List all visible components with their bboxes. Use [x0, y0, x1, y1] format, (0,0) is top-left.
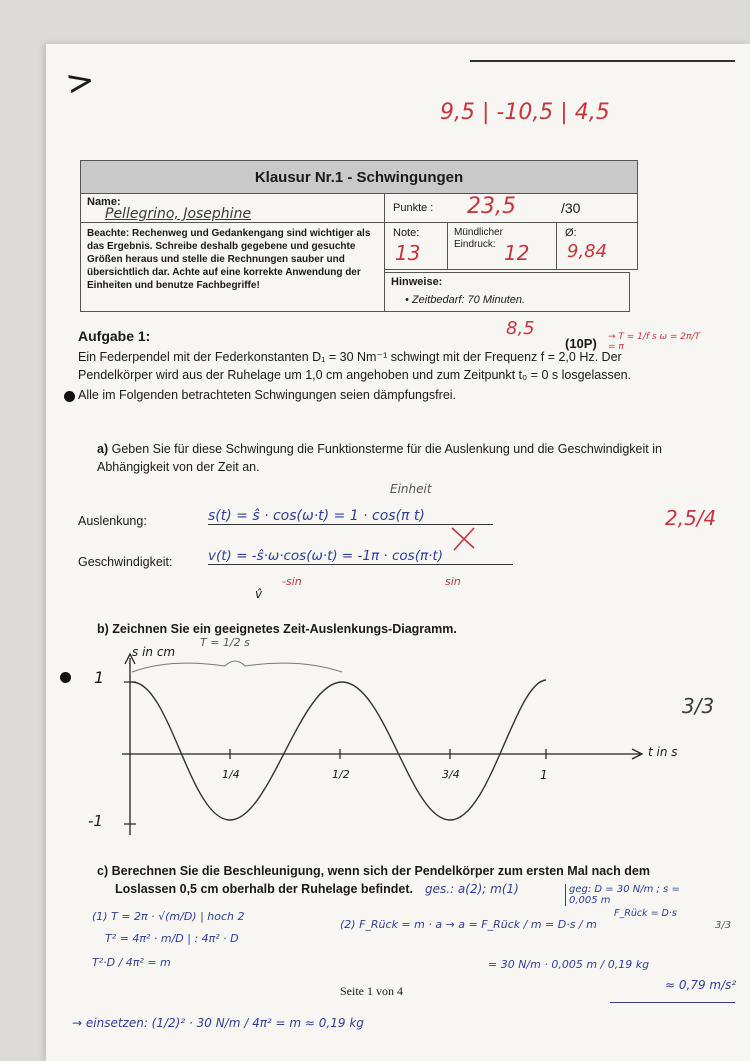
x-tick-4: 1 [540, 768, 548, 782]
note-label: Note: [393, 227, 420, 239]
task1-line1: Ein Federpendel mit der Federkonstanten D₁ = 30 Nm⁻¹ schwingt mit der Frequenz f = 2,0 Hz. Der [78, 350, 622, 364]
avg-value: 9,84 [567, 241, 608, 262]
points-box [384, 193, 638, 223]
note-value: 13 [395, 241, 421, 265]
part-c-line2: Loslassen 0,5 cm oberhalb der Ruhelage befindet. [115, 882, 413, 896]
auslenkung-value: s(t) = ŝ · cos(ω·t) = 1 · cos(π t) [208, 508, 493, 525]
part-a-text [97, 440, 697, 476]
hints-label: Hinweise: [391, 276, 443, 288]
avg-label: Ø: [565, 227, 577, 239]
part-a-label: a) [97, 442, 109, 456]
step2-line1: (2) F_Rück = m · a → a = F_Rück / m = D·s / m [340, 918, 597, 931]
y-tick-top: 1 [94, 668, 105, 687]
hint-time: • Zeitbedarf: 70 Minuten. [405, 294, 526, 306]
bullet-dot-1 [64, 391, 75, 402]
x-tick-3: 3/4 [442, 768, 460, 781]
part-b-score: 3/3 [682, 694, 715, 718]
corner-mark: > [62, 59, 98, 105]
part-b-label: b) [97, 622, 109, 636]
page-number: Seite 1 von 4 [340, 984, 403, 998]
x-tick-2: 1/2 [332, 768, 350, 781]
part-c-score: 3/3 [715, 920, 732, 931]
part-c-line1: Berechnen Sie die Beschleunigung, wenn sich der Pendelkörper zum ersten Mal nach dem [111, 864, 650, 878]
name-label: Name: [87, 196, 121, 208]
geschwindigkeit-value: v(t) = -ŝ·ω·cos(ω·t) = -1π · cos(π·t) [208, 548, 513, 565]
oral-box [447, 222, 557, 270]
oral-value: 12 [504, 241, 530, 265]
name-box [80, 193, 385, 223]
auslenkung-label: Auslenkung: [78, 514, 147, 528]
period-note: T = 1/2 s [200, 636, 250, 649]
step1-line3: T²·D / 4π² = m [92, 956, 171, 969]
ges-note: ges.: a(2); m(1) [425, 882, 519, 896]
instructions-text: Beachte: Rechenweg und Gedankengang sind wichtiger als das Ergebnis. Schreibe deshalb gegebene und gesuchte Größen heraus und stelle die Rechnungen sauber und übersichtlich dar. Achte auf eine korrekte Anwendung der Einheiten und benutze Fachbegriffe! [87, 228, 371, 291]
einheit-note: Einheit [390, 482, 432, 496]
note-box [384, 222, 448, 270]
points-label: Punkte : [393, 202, 434, 214]
part-b-text [97, 620, 457, 638]
task1-points: (10P) [565, 336, 597, 351]
sin-note-2: sin [445, 575, 461, 588]
fruck-note: F_Rück = D·s [614, 908, 677, 919]
step1-line2: T² = 4π² · m/D | : 4π² · D [105, 932, 239, 945]
step1-line1: (1) T = 2π · √(m/D) | hoch 2 [92, 910, 245, 923]
geg-note: geg: D = 30 N/m ; s = 0,005 m [565, 884, 707, 906]
task1-margin-note: → T = 1/f s ω = 2π/T = π [608, 332, 700, 352]
x-tick-1: 1/4 [222, 768, 240, 781]
task1-line2: Pendelkörper wird aus der Ruhelage um 1,0 cm angehoben und zum Zeitpunkt t₀ = 0 s losgelassen. [78, 368, 632, 382]
part-c-label: c) [97, 864, 109, 878]
task1-score: 8,5 [506, 318, 535, 339]
top-rule [470, 60, 735, 62]
step1-einsetzen: → einsetzen: (1/2)² · 30 N/m / 4π² = m ≈ 0,19 kg [72, 1016, 364, 1030]
time-displacement-diagram [110, 650, 670, 840]
x-axis-label: t in s [648, 745, 678, 759]
geschwindigkeit-label: Geschwindigkeit: [78, 555, 173, 569]
oral-label-1: Mündlicher [454, 227, 503, 238]
step2-line2: = 30 N/m · 0,005 m / 0,19 kg [488, 958, 650, 971]
hint-time-text: Zeitbedarf: 70 Minuten. [411, 294, 526, 306]
result-value: ≈ 0,79 m/s² [665, 978, 737, 992]
y-axis-label: s in cm [132, 645, 176, 659]
instructions-box [80, 222, 385, 312]
name-value: Pellegrino, Josephine [105, 206, 252, 222]
task1-heading: Aufgabe 1: [78, 328, 151, 344]
points-value: 23,5 [467, 194, 516, 219]
vhat-note: v̂ [255, 587, 263, 601]
exam-header [80, 160, 638, 312]
top-red-note: 9,5 | -10,5 | 4,5 [440, 100, 610, 125]
part-c-text [97, 862, 697, 880]
hints-box [384, 272, 630, 312]
red-cross-mark [448, 524, 478, 552]
exam-title: Klausur Nr.1 - Schwingungen [80, 160, 638, 194]
result-underline [610, 1002, 735, 1003]
avg-box [556, 222, 638, 270]
y-tick-bottom: -1 [88, 812, 103, 830]
oral-label-2: Eindruck: [454, 239, 496, 250]
bullet-dot-2 [60, 672, 71, 683]
points-max: /30 [561, 200, 581, 216]
part-a-question: Geben Sie für diese Schwingung die Funktionsterme für die Auslenkung und die Geschwindigkeit in Abhängigkeit von der Zeit an. [97, 442, 662, 474]
part-a-score: 2,5/4 [665, 506, 717, 530]
sin-note-1: -sin [282, 575, 302, 588]
part-b-question: Zeichnen Sie ein geeignetes Zeit-Auslenkungs-Diagramm. [112, 622, 457, 636]
task1-line3: Alle im Folgenden betrachteten Schwingungen seien dämpfungsfrei. [78, 388, 457, 402]
